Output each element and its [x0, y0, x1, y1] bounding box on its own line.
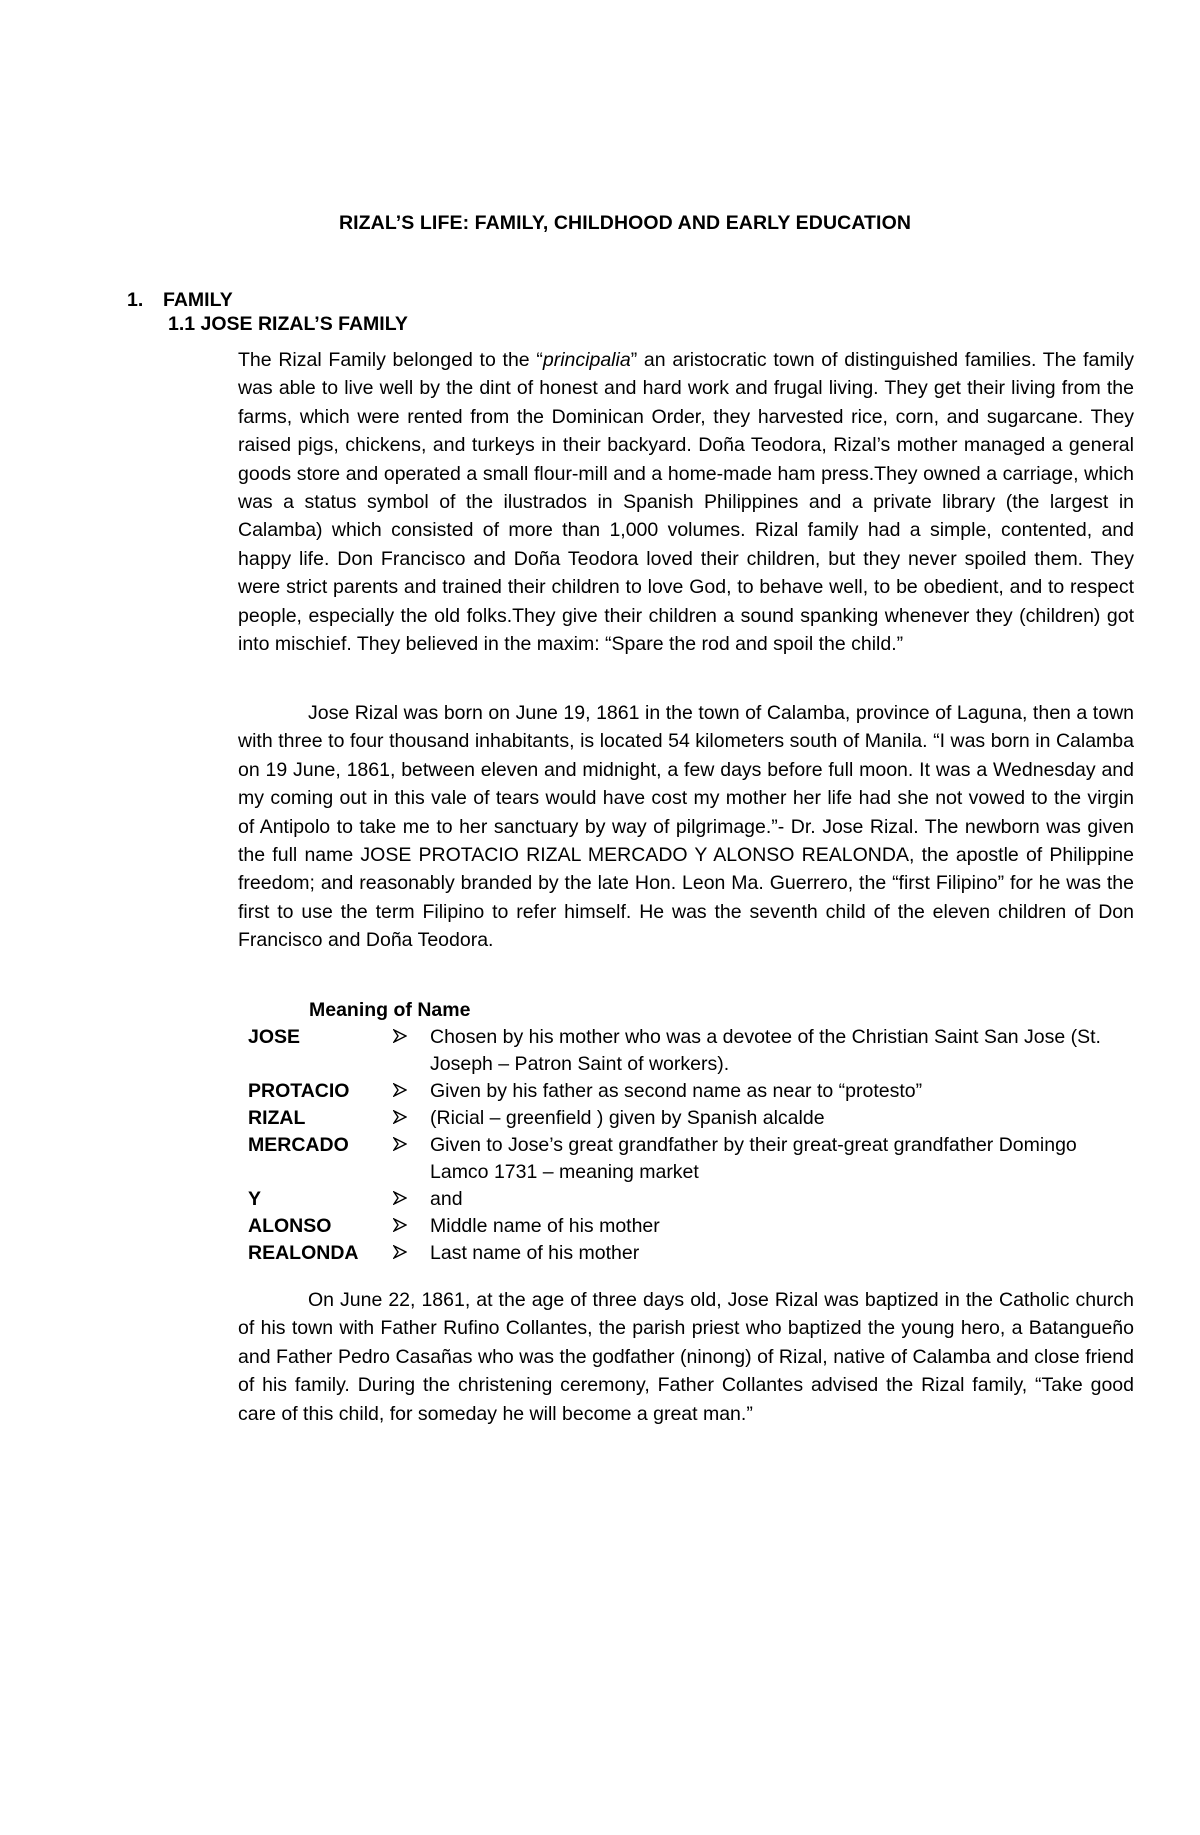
name-meaning: Last name of his mother	[430, 1242, 640, 1264]
name-term: REALONDA	[248, 1242, 359, 1264]
paragraph-birth: Jose Rizal was born on June 19, 1861 in the town of Calamba, province of Laguna, then a town with three to four thousand inhabitants, is located 54 kilometers south of Manila. “I was born in Calamba on 19 June, 1861, between eleven and midnight, a few days before full moon. It was a Wednesday and my coming out in this vale of tears would have cost my mother her life had she not vowed to the virgin of Antipolo to take me to her sanctuary by way of pilgrimage.”- Dr. Jose Rizal. The newborn was given the full name JOSE PROTACIO RIZAL MERCADO Y ALONSO REALONDA, the apostle of Philippine freedom; and reasonably branded by the late Hon. Leon Ma. Guerrero, the “first Filipino” for he was the first to use the term Filipino to refer himself. He was the seventh child of the eleven children of Don Francisco and Doña Teodora.	[238, 702, 1134, 952]
name-row	[248, 1213, 1138, 1240]
arrow-bullet-icon	[393, 1024, 430, 1078]
name-term: JOSE	[248, 1026, 301, 1048]
name-meaning: Given by his father as second name as near to “protesto”	[430, 1080, 923, 1102]
name-meaning: Chosen by his mother who was a devotee of the Christian Saint San Jose (St. Joseph – Patron Saint of workers).	[430, 1026, 1101, 1075]
name-row	[248, 1240, 1138, 1267]
arrow-bullet-icon	[393, 1078, 430, 1105]
name-row	[248, 1024, 1138, 1078]
name-meaning: (Ricial – greenfield ) given by Spanish alcalde	[430, 1107, 825, 1129]
name-term: MERCADO	[248, 1134, 349, 1156]
paragraph-family-background	[238, 346, 1134, 658]
name-meaning: and	[430, 1188, 463, 1210]
arrow-bullet-icon	[393, 1186, 430, 1213]
section-number: 1.	[127, 289, 144, 311]
name-term: PROTACIO	[248, 1080, 350, 1102]
document-title: RIZAL’S LIFE: FAMILY, CHILDHOOD AND EARLY EDUCATION	[338, 212, 912, 234]
italic-term: principalia	[542, 349, 631, 371]
name-meaning: Middle name of his mother	[430, 1215, 660, 1237]
paragraph-text: The Rizal Family belonged to the “	[238, 349, 543, 371]
name-term: ALONSO	[248, 1215, 332, 1237]
name-row	[248, 1186, 1138, 1213]
name-term: RIZAL	[248, 1107, 306, 1129]
section-title: FAMILY	[163, 289, 233, 311]
name-term: Y	[248, 1188, 262, 1210]
name-row	[248, 1105, 1138, 1132]
paragraph-baptism: On June 22, 1861, at the age of three days old, Jose Rizal was baptized in the Catholic church of his town with Father Rufino Collantes, the parish priest who baptized the young hero, a Batangueño and Father Pedro Casañas who was the godfather (ninong) of Rizal, native of Calamba and close friend of his family. During the christening ceremony, Father Collantes advised the Rizal family, “Take good care of this child, for someday he will become a great man.”	[238, 1289, 1134, 1425]
section-heading	[127, 289, 233, 312]
name-meaning: Given to Jose’s great grandfather by their great-great grandfather Domingo Lamco 1731 – meaning market	[430, 1134, 1077, 1183]
name-row	[248, 1132, 1138, 1186]
paragraph-text: ” an aristocratic town of distinguished families. The family was able to live well by the dint of honest and hard work and frugal living. They get their living from the farms, which were rented from the Dominican Order, they harvested rice, corn, and sugarcane. They raised pigs, chickens, and turkeys in their backyard. Doña Teodora, Rizal’s mother managed a general goods store and operated a small flour-mill and a home-made ham press.They owned a carriage, which was a status symbol of the ilustrados in Spanish Philippines and a private library (the largest in Calamba) which consisted of more than 1,000 volumes. Rizal family had a simple, contented, and happy life. Don Francisco and Doña Teodora loved their children, but they never spoiled them. They were strict parents and trained their children to love God, to behave well, to be obedient, and to respect people, especially the old folks.They give their children a sound spanking whenever they (children) got into mischief. They believed in the maxim: “Spare the rod and spoil the child.”	[238, 349, 1135, 656]
arrow-bullet-icon	[393, 1240, 430, 1267]
arrow-bullet-icon	[393, 1213, 430, 1240]
subsection-heading: 1.1 JOSE RIZAL’S FAMILY	[168, 313, 408, 335]
name-row	[248, 1078, 1138, 1105]
meaning-of-name-list	[248, 1024, 1138, 1267]
arrow-bullet-icon	[393, 1132, 430, 1186]
arrow-bullet-icon	[393, 1105, 430, 1132]
meaning-of-name-heading: Meaning of Name	[309, 999, 471, 1021]
